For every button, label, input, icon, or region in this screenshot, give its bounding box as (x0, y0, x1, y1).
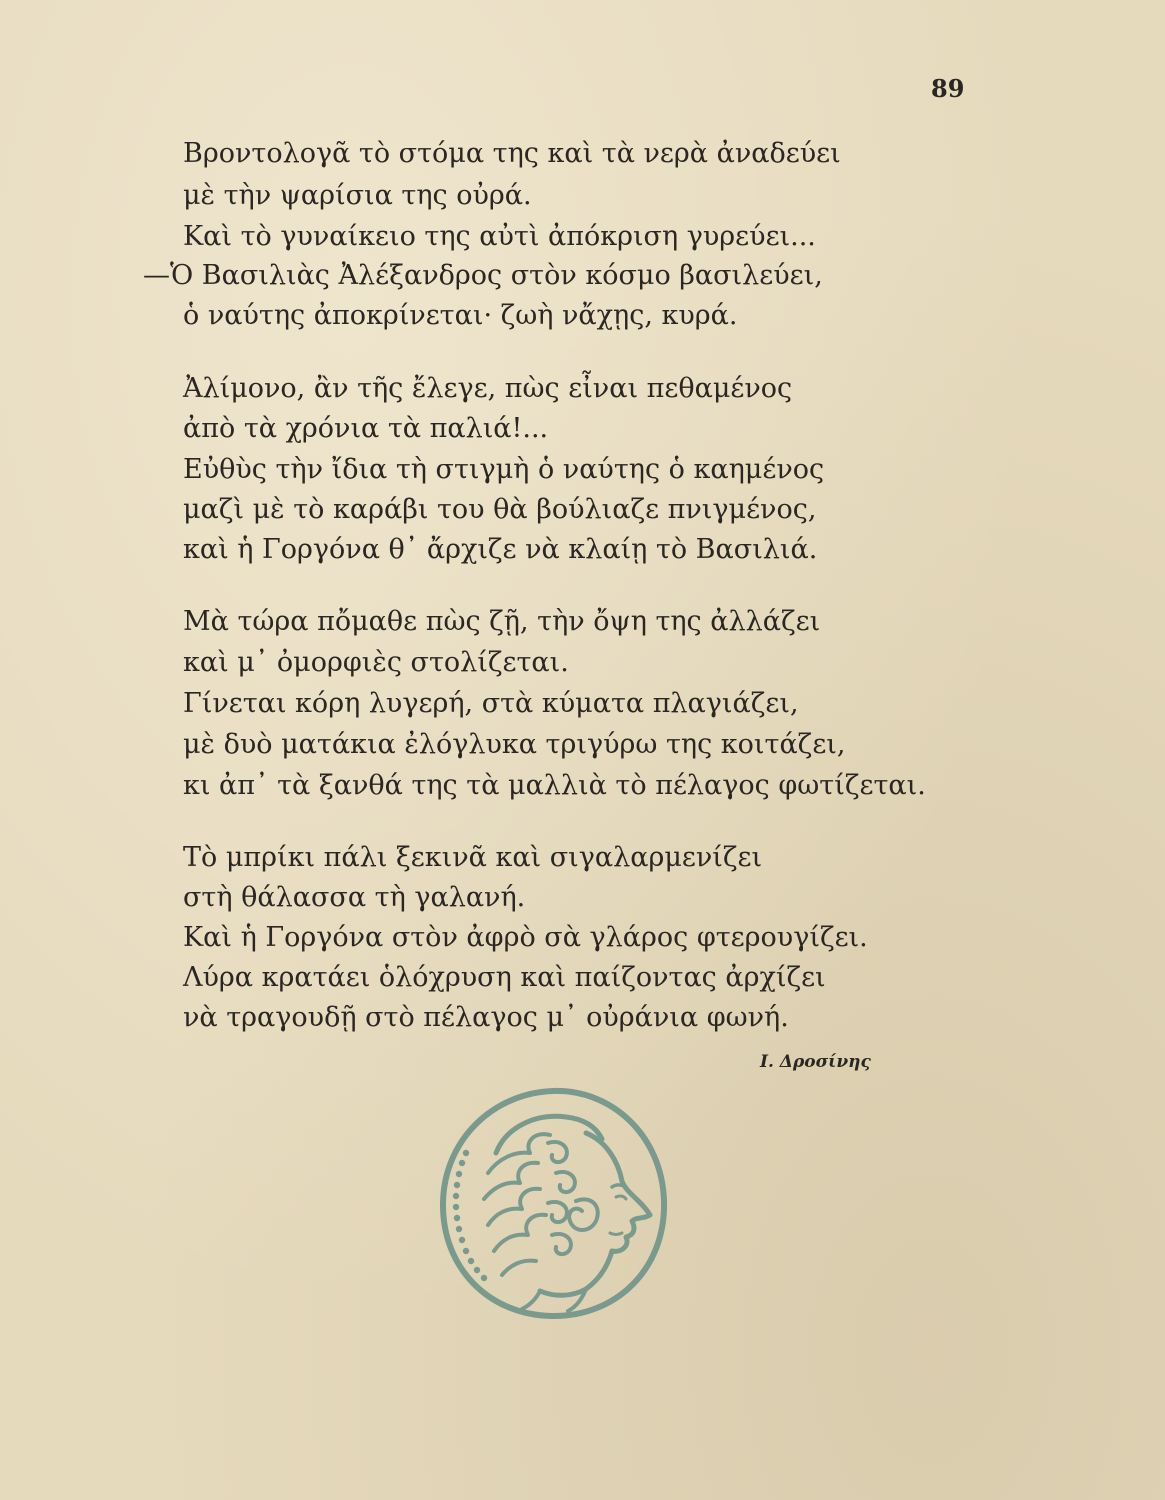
poem-line: Βροντολογᾶ τὸ στόμα της καὶ τὰ νερὰ ἀναδεύει (183, 138, 841, 169)
poem-line: —Ὁ Βασιλιὰς Ἀλέξανδρος στὸν κόσμο βασιλεύει, (143, 260, 823, 291)
poem-line: μαζὶ μὲ τὸ καράβι του θὰ βούλιαζε πνιγμένος, (183, 494, 817, 525)
poem-line: Καὶ τὸ γυναίκειο της αὐτὶ ἀπόκριση γυρεύει... (183, 221, 816, 252)
poem-line: Μὰ τώρα πὄμαθε πὼς ζῇ, τὴν ὄψη της ἀλλάζει (183, 606, 821, 637)
poem-line: καὶ μ᾽ ὀμορφιὲς στολίζεται. (183, 647, 569, 678)
poem-line: νὰ τραγουδῇ στὸ πέλαγος μ᾽ οὐράνια φωνή. (183, 1002, 789, 1033)
poem-line: Τὸ μπρίκι πάλι ξεκινᾶ καὶ σιγαλαρμενίζει (183, 842, 763, 873)
poem-line: μὲ δυὸ ματάκια ἐλόγλυκα τριγύρω της κοιτάζει, (183, 729, 846, 760)
poem-line: κι ἀπ᾽ τὰ ξανθά της τὰ μαλλιὰ τὸ πέλαγος φωτίζεται. (183, 770, 926, 801)
poem-line: στὴ θάλασσα τὴ γαλανή. (183, 882, 526, 913)
poem-line: μὲ τὴν ψαρίσια της οὐρά. (183, 180, 532, 211)
alexander-coin-portrait-icon (436, 1083, 670, 1323)
poem-line: καὶ ἡ Γοργόνα θ᾽ ἄρχιζε νὰ κλαίῃ τὸ Βασιλιά. (183, 534, 818, 565)
poem-line: Γίνεται κόρη λυγερή, στὰ κύματα πλαγιάζει, (183, 688, 799, 719)
poem-line: Ἀλίμονο, ἂν τῆς ἔλεγε, πὼς εἶναι πεθαμένος (183, 373, 793, 404)
poem-line: ὁ ναύτης ἀποκρίνεται· ζωὴ νἄχῃς, κυρά. (183, 300, 738, 331)
poem-line: Λύρα κρατάει ὁλόχρυση καὶ παίζοντας ἀρχίζει (183, 962, 826, 993)
poem-line: Εὐθὺς τὴν ἴδια τὴ στιγμὴ ὁ ναύτης ὁ καημένος (183, 454, 825, 485)
page-number: 89 (931, 74, 965, 103)
poem-line: ἀπὸ τὰ χρόνια τὰ παλιά!... (183, 413, 549, 444)
author-signature: Ι. Δροσίνης (760, 1052, 871, 1072)
poem-line: Καὶ ἡ Γοργόνα στὸν ἀφρὸ σὰ γλάρος φτερουγίζει. (183, 922, 868, 953)
